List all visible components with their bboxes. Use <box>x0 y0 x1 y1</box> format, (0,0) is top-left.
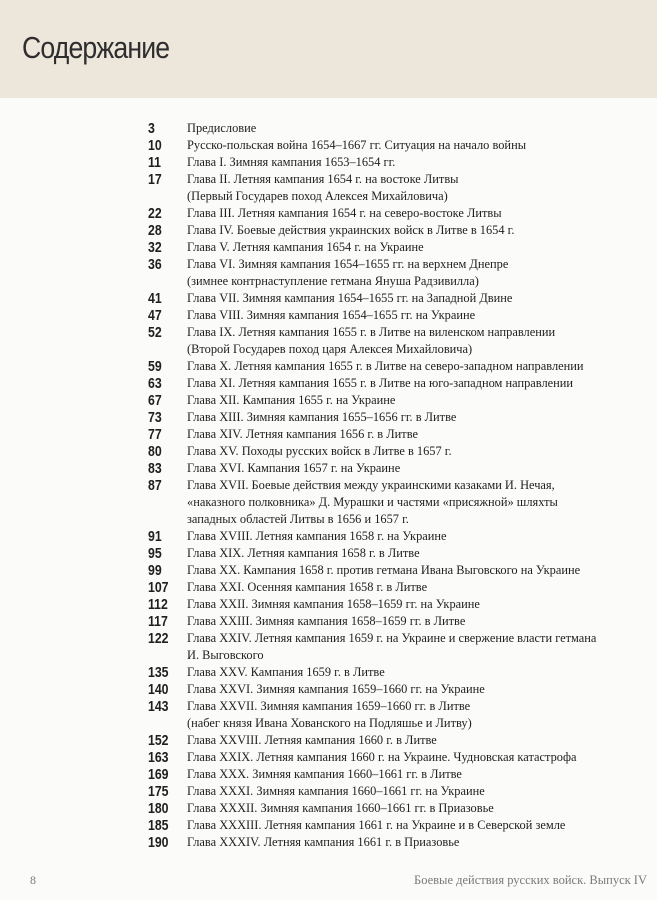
toc-entry <box>0 477 657 528</box>
toc-entry <box>0 664 657 681</box>
toc-entry <box>0 222 657 239</box>
toc-page-number: 73 <box>148 409 162 426</box>
toc-entry-text: Глава XVI. Кампания 1657 г. на Украине <box>187 461 401 475</box>
toc-page-number: 99 <box>148 562 162 579</box>
toc-entry-text: Глава XIX. Летняя кампания 1658 г. в Литве <box>187 546 420 560</box>
toc-entry <box>0 579 657 596</box>
toc-page-number: 135 <box>148 664 169 681</box>
toc-page-number: 63 <box>148 375 162 392</box>
toc-page-number: 11 <box>148 154 162 171</box>
toc-entry <box>0 409 657 426</box>
toc-entry-text: (набег князя Ивана Хованского на Подляшье и Литву) <box>187 716 472 730</box>
toc-entry <box>0 375 657 392</box>
toc-entry <box>0 307 657 324</box>
toc-entry-text: (зимнее контрнаступление гетмана Януша Радзивилла) <box>187 274 479 288</box>
toc-entry <box>0 205 657 222</box>
toc-entry-text: Глава III. Летняя кампания 1654 г. на северо-востоке Литвы <box>187 206 502 220</box>
toc-entry-text: Глава VIII. Зимняя кампания 1654–1655 гг. на Украине <box>187 308 476 322</box>
toc-entry-text: Глава IX. Летняя кампания 1655 г. в Литве на виленском направлении <box>187 325 556 339</box>
toc-entry <box>0 783 657 800</box>
toc-page-number: 107 <box>148 579 169 596</box>
toc-entry <box>0 630 657 664</box>
toc-page-number: 163 <box>148 749 169 766</box>
toc-entry <box>0 698 657 732</box>
toc-entry <box>0 171 657 205</box>
toc-page-number: 32 <box>148 239 162 256</box>
toc-page-number: 87 <box>148 477 162 494</box>
toc-page-number: 28 <box>148 222 162 239</box>
toc-page-number: 3 <box>148 120 155 137</box>
toc-page-number: 140 <box>148 681 169 698</box>
toc-entry-text: Глава X. Летняя кампания 1655 г. в Литве на северо-западном направлении <box>187 359 584 373</box>
toc-entry <box>0 137 657 154</box>
toc-entry-text: Глава I. Зимняя кампания 1653–1654 гг. <box>187 155 396 169</box>
toc-entry-text: Глава XXXIII. Летняя кампания 1661 г. на Украине и в Северской земле <box>187 818 566 832</box>
toc-entry <box>0 613 657 630</box>
toc-entry <box>0 443 657 460</box>
toc-entry-text: Глава XXXIV. Летняя кампания 1661 г. в Приазовье <box>187 835 460 849</box>
toc-entry-text: «наказного полковника» Д. Мурашки и частями «присяжной» шляхты <box>187 495 558 509</box>
toc-page-number: 180 <box>148 800 169 817</box>
toc-page-number: 152 <box>148 732 169 749</box>
toc-entry-text: Глава VI. Зимняя кампания 1654–1655 гг. на верхнем Днепре <box>187 257 509 271</box>
toc-entry <box>0 749 657 766</box>
table-of-contents <box>0 120 657 851</box>
toc-entry-text: (Первый Государев поход Алексея Михайловича) <box>187 189 448 203</box>
toc-page-number: 41 <box>148 290 162 307</box>
toc-page-number: 143 <box>148 698 169 715</box>
toc-entry <box>0 834 657 851</box>
toc-page-number: 175 <box>148 783 169 800</box>
toc-entry <box>0 392 657 409</box>
toc-entry <box>0 817 657 834</box>
toc-entry-text: Глава XXV. Кампания 1659 г. в Литве <box>187 665 385 679</box>
toc-entry-text: Глава XXIII. Зимняя кампания 1658–1659 гг. в Литве <box>187 614 466 628</box>
toc-entry-text: И. Выговского <box>187 648 264 662</box>
toc-page-number: 59 <box>148 358 162 375</box>
toc-entry-text: Русско-польская война 1654–1667 гг. Ситуация на начало войны <box>187 138 527 152</box>
toc-entry-text: Глава II. Летняя кампания 1654 г. на востоке Литвы <box>187 172 459 186</box>
toc-entry-text: Глава XXVIII. Летняя кампания 1660 г. в Литве <box>187 733 437 747</box>
toc-entry-text: Глава XXI. Осенняя кампания 1658 г. в Литве <box>187 580 428 594</box>
toc-page-number: 190 <box>148 834 169 851</box>
toc-entry <box>0 154 657 171</box>
footer-page-number: 8 <box>30 873 36 887</box>
toc-page-number: 52 <box>148 324 162 341</box>
toc-entry <box>0 460 657 477</box>
toc-entry <box>0 681 657 698</box>
toc-entry-text: Глава XXVI. Зимняя кампания 1659–1660 гг. на Украине <box>187 682 485 696</box>
toc-entry-text: Глава VII. Зимняя кампания 1654–1655 гг. на Западной Двине <box>187 291 513 305</box>
toc-entry <box>0 358 657 375</box>
toc-entry <box>0 562 657 579</box>
toc-page-number: 22 <box>148 205 162 222</box>
toc-entry <box>0 239 657 256</box>
toc-entry-text: Глава IV. Боевые действия украинских войск в Литве в 1654 г. <box>187 223 515 237</box>
toc-entry <box>0 545 657 562</box>
toc-entry <box>0 256 657 290</box>
toc-page-number: 117 <box>148 613 168 630</box>
toc-entry-text: Глава XXXI. Зимняя кампания 1660–1661 гг. на Украине <box>187 784 485 798</box>
toc-entry <box>0 766 657 783</box>
toc-page-number: 83 <box>148 460 162 477</box>
toc-entry-text: Глава XVIII. Летняя кампания 1658 г. на Украине <box>187 529 447 543</box>
toc-page-number: 185 <box>148 817 169 834</box>
toc-entry-text: Глава XI. Летняя кампания 1655 г. в Литве на юго-западном направлении <box>187 376 574 390</box>
toc-entry <box>0 120 657 137</box>
toc-entry-text: Глава XIV. Летняя кампания 1656 г. в Литве <box>187 427 418 441</box>
toc-entry-text: Глава XXX. Зимняя кампания 1660–1661 гг. в Литве <box>187 767 462 781</box>
toc-entry <box>0 426 657 443</box>
toc-page-number: 169 <box>148 766 169 783</box>
toc-page-number: 112 <box>148 596 168 613</box>
toc-entry-text: Глава XXII. Зимняя кампания 1658–1659 гг. на Украине <box>187 597 480 611</box>
header-band <box>0 0 657 98</box>
toc-entry-text: Глава XVII. Боевые действия между украинскими казаками И. Нечая, <box>187 478 555 492</box>
toc-entry-text: Глава XX. Кампания 1658 г. против гетмана Ивана Выговского на Украине <box>187 563 581 577</box>
toc-entry-text: Глава XXIV. Летняя кампания 1659 г. на Украине и свержение власти гетмана <box>187 631 597 645</box>
toc-entry <box>0 528 657 545</box>
toc-entry <box>0 732 657 749</box>
toc-page-number: 67 <box>148 392 162 409</box>
toc-page-number: 17 <box>148 171 162 188</box>
toc-entry-text: Глава XXIX. Летняя кампания 1660 г. на Украине. Чудновская катастрофа <box>187 750 577 764</box>
toc-page-number: 91 <box>148 528 162 545</box>
toc-page-number: 95 <box>148 545 162 562</box>
toc-page-number: 80 <box>148 443 162 460</box>
toc-entry-text: Глава XXXII. Зимняя кампания 1660–1661 гг. в Приазовье <box>187 801 494 815</box>
footer-book-title: Боевые действия русских войск. Выпуск IV <box>414 873 647 887</box>
toc-entry <box>0 290 657 307</box>
toc-entry <box>0 800 657 817</box>
toc-entry-text: Глава XIII. Зимняя кампания 1655–1656 гг. в Литве <box>187 410 457 424</box>
toc-entry-text: Глава XII. Кампания 1655 г. на Украине <box>187 393 396 407</box>
page-title: Содержание <box>22 30 170 65</box>
toc-entry-text: Глава V. Летняя кампания 1654 г. на Украине <box>187 240 424 254</box>
toc-page-number: 47 <box>148 307 162 324</box>
toc-page-number: 122 <box>148 630 169 647</box>
toc-page-number: 10 <box>148 137 162 154</box>
toc-entry-text: Глава XXVII. Зимняя кампания 1659–1660 гг. в Литве <box>187 699 471 713</box>
toc-entry <box>0 324 657 358</box>
toc-page-number: 36 <box>148 256 162 273</box>
toc-entry-text: Предисловие <box>187 121 257 135</box>
toc-entry <box>0 596 657 613</box>
toc-page-number: 77 <box>148 426 162 443</box>
toc-entry-text: западных областей Литвы в 1656 и 1657 г. <box>187 512 409 526</box>
toc-entry-text: Глава XV. Походы русских войск в Литве в 1657 г. <box>187 444 452 458</box>
toc-entry-text: (Второй Государев поход царя Алексея Михайловича) <box>187 342 473 356</box>
